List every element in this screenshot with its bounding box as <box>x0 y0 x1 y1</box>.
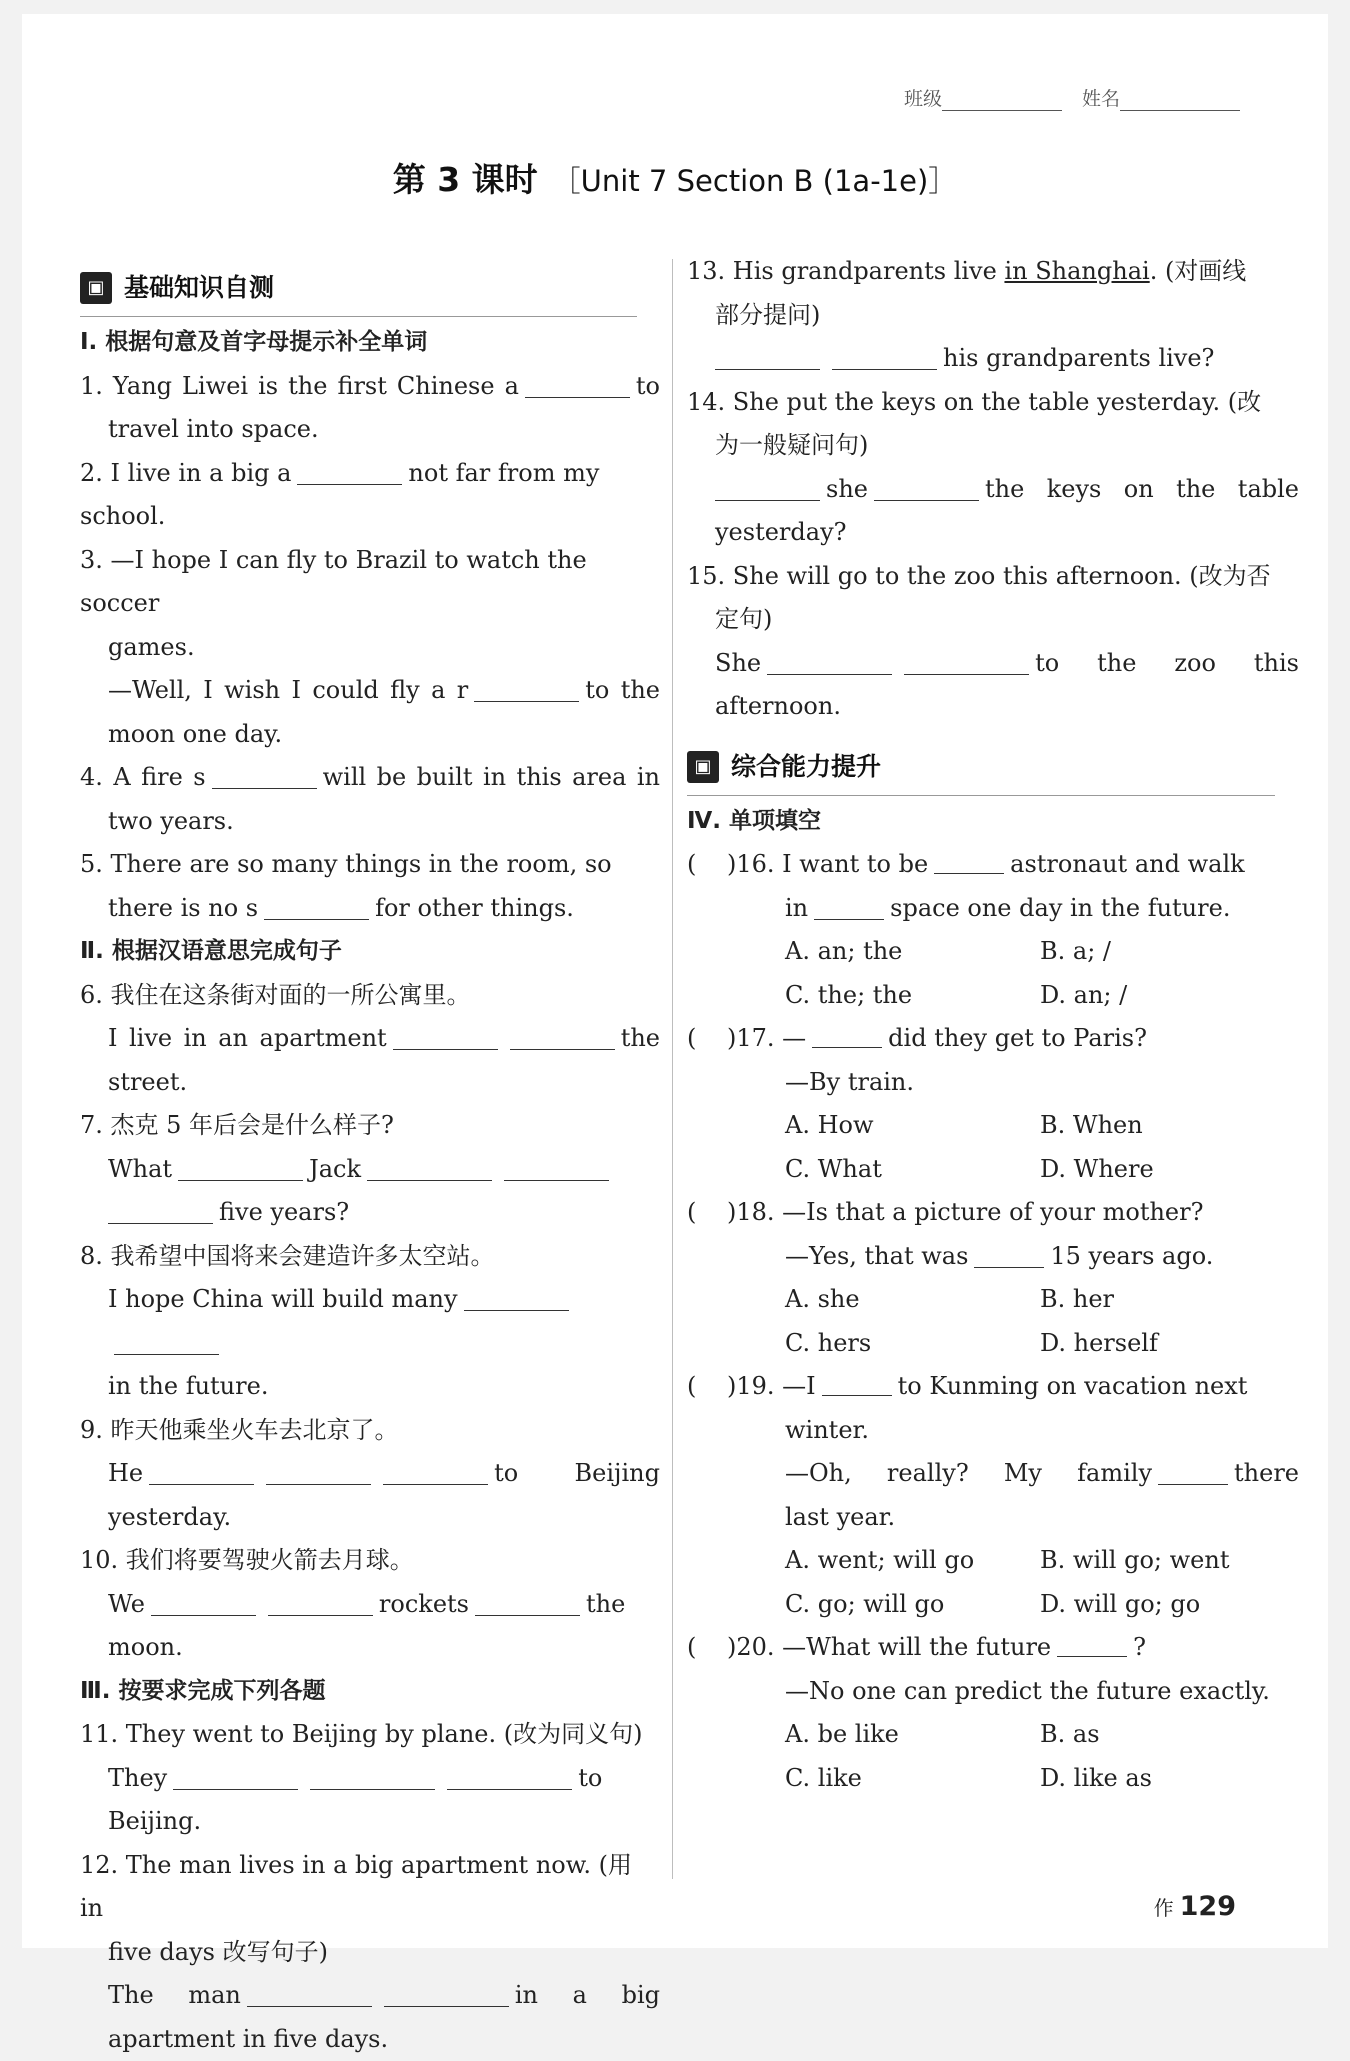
section-icon: ▣ <box>80 272 112 304</box>
option-c[interactable]: C. the; the <box>785 974 1040 1018</box>
part-1-heading: Ⅰ. 根据句意及首字母提示补全单词 <box>80 321 660 365</box>
answer-blank[interactable] <box>832 339 937 370</box>
part-4-heading: Ⅳ. 单项填空 <box>687 800 1299 844</box>
option-c[interactable]: C. What <box>785 1148 1040 1192</box>
answer-blank[interactable] <box>767 644 892 675</box>
answer-blank[interactable] <box>504 1150 609 1181</box>
worksheet-page <box>22 14 1328 1948</box>
question-18: ( )18. —Is that a picture of your mother? —Yes, that was 15 years ago. A. she B. her C. hers D. herself <box>687 1191 1299 1365</box>
answer-blank[interactable] <box>1057 1626 1127 1657</box>
question-8: 8. 我希望中国将来会建造许多太空站。 I hope China will build many in the future. <box>80 1235 660 1409</box>
question-11: 11. They went to Beijing by plane. (改为同义句) They to Beijing. <box>80 1713 660 1844</box>
student-info <box>904 84 1240 111</box>
answer-blank[interactable] <box>974 1237 1044 1268</box>
answer-blank[interactable] <box>393 1019 498 1050</box>
question-1: 1. Yang Liwei is the first Chinese a to travel into space. <box>80 365 660 452</box>
answer-blank[interactable] <box>475 1585 580 1616</box>
option-b[interactable]: B. When <box>1040 1104 1295 1148</box>
unit-title: ［Unit 7 Section B (1a-1e)］ <box>552 164 958 198</box>
answer-blank[interactable] <box>173 1759 298 1790</box>
answer-blank[interactable] <box>114 1324 219 1355</box>
question-14: 14. She put the keys on the table yesterday. (改 为一般疑问句) she the keys on the table yesterday? <box>687 381 1299 555</box>
answer-blank[interactable] <box>383 1454 488 1485</box>
option-d[interactable]: D. will go; go <box>1040 1583 1295 1627</box>
options <box>687 1278 1299 1365</box>
option-b[interactable]: B. her <box>1040 1278 1295 1322</box>
answer-blank[interactable] <box>874 470 979 501</box>
answer-blank[interactable] <box>447 1759 572 1790</box>
part-2-heading: Ⅱ. 根据汉语意思完成句子 <box>80 930 660 974</box>
option-b[interactable]: B. a; / <box>1040 930 1295 974</box>
option-c[interactable]: C. like <box>785 1757 1040 1801</box>
answer-blank[interactable] <box>247 1976 372 2007</box>
question-20: ( )20. —What will the future ? —No one can predict the future exactly. A. be like B. as C. like D. like as <box>687 1626 1299 1800</box>
question-17: ( )17. — did they get to Paris? —By train. A. How B. When C. What D. Where <box>687 1017 1299 1191</box>
answer-blank[interactable] <box>268 1585 373 1616</box>
answer-blank[interactable] <box>715 470 820 501</box>
answer-blank[interactable] <box>151 1585 256 1616</box>
options <box>687 930 1299 1017</box>
question-15: 15. She will go to the zoo this afternoon. (改为否 定句) She to the zoo this afternoon. <box>687 555 1299 729</box>
left-column <box>80 254 660 2061</box>
section-icon: ▣ <box>687 751 719 783</box>
answer-blank[interactable] <box>822 1365 892 1396</box>
option-a[interactable]: A. went; will go <box>785 1539 1040 1583</box>
option-d[interactable]: D. like as <box>1040 1757 1295 1801</box>
options <box>687 1539 1299 1626</box>
option-a[interactable]: A. be like <box>785 1713 1040 1757</box>
lesson-title: 第 3 课时 <box>393 160 538 199</box>
question-4: 4. A fire s will be built in this area in two years. <box>80 756 660 843</box>
question-13: 13. His grandparents live in Shanghai. (对画线 部分提问) his grandparents live? <box>687 250 1299 381</box>
question-2: 2. I live in a big a not far from my school. <box>80 452 660 539</box>
answer-blank[interactable] <box>297 454 402 485</box>
answer-blank[interactable] <box>525 367 630 398</box>
question-12: 12. The man lives in a big apartment now. (用 in five days 改写句子) The man in a big apartment in five days. <box>80 1844 660 2061</box>
answer-blank[interactable] <box>149 1454 254 1485</box>
option-d[interactable]: D. herself <box>1040 1322 1295 1366</box>
underlined-phrase: in Shanghai <box>1004 257 1149 285</box>
answer-blank[interactable] <box>904 644 1029 675</box>
part-3-heading: Ⅲ. 按要求完成下列各题 <box>80 1670 660 1714</box>
answer-blank[interactable] <box>266 1454 371 1485</box>
option-d[interactable]: D. Where <box>1040 1148 1295 1192</box>
question-5: 5. There are so many things in the room, so there is no s for other things. <box>80 843 660 930</box>
answer-blank[interactable] <box>474 671 579 702</box>
answer-blank[interactable] <box>812 1017 882 1048</box>
option-a[interactable]: A. an; the <box>785 930 1040 974</box>
options <box>687 1713 1299 1800</box>
option-a[interactable]: A. How <box>785 1104 1040 1148</box>
option-c[interactable]: C. hers <box>785 1322 1040 1366</box>
question-9: 9. 昨天他乘坐火车去北京了。 He to Beijing yesterday. <box>80 1409 660 1540</box>
option-c[interactable]: C. go; will go <box>785 1583 1040 1627</box>
right-column <box>687 250 1299 1800</box>
option-b[interactable]: B. will go; went <box>1040 1539 1295 1583</box>
question-16: ( )16. I want to be astronaut and walk in space one day in the future. A. an; the B. a; / C. the; the D. an; / <box>687 843 1299 1017</box>
page-number: 作 129 <box>1154 1891 1236 1922</box>
option-b[interactable]: B. as <box>1040 1713 1295 1757</box>
answer-blank[interactable] <box>384 1976 509 2007</box>
option-d[interactable]: D. an; / <box>1040 974 1295 1018</box>
section-advanced: ▣ 综合能力提升 <box>687 739 1275 796</box>
answer-blank[interactable] <box>1158 1454 1228 1485</box>
answer-blank[interactable] <box>178 1150 303 1181</box>
name-field[interactable]: 姓名 <box>1082 84 1240 111</box>
answer-blank[interactable] <box>934 843 1004 874</box>
answer-blank[interactable] <box>310 1759 435 1790</box>
answer-blank[interactable] <box>212 758 317 789</box>
question-6: 6. 我住在这条街对面的一所公寓里。 I live in an apartment the street. <box>80 974 660 1105</box>
answer-blank[interactable] <box>264 889 369 920</box>
answer-blank[interactable] <box>715 339 820 370</box>
options <box>687 1104 1299 1191</box>
question-19: ( )19. —I to Kunming on vacation next winter. —Oh, really? My family there last year. A. went; will go B. will go; went C. go; will go D. will go; go <box>687 1365 1299 1626</box>
question-3: 3. —I hope I can fly to Brazil to watch the soccer games. —Well, I wish I could fly a r to the moon one day. <box>80 539 660 757</box>
column-divider <box>672 259 673 1879</box>
question-10: 10. 我们将要驾驶火箭去月球。 We rockets the moon. <box>80 1539 660 1670</box>
answer-blank[interactable] <box>510 1019 615 1050</box>
option-a[interactable]: A. she <box>785 1278 1040 1322</box>
answer-blank[interactable] <box>464 1280 569 1311</box>
class-field[interactable]: 班级 <box>904 84 1062 111</box>
answer-blank[interactable] <box>367 1150 492 1181</box>
answer-blank[interactable] <box>108 1193 213 1224</box>
page-title <box>22 154 1328 201</box>
section-basic: ▣ 基础知识自测 <box>80 260 637 317</box>
answer-blank[interactable] <box>814 889 884 920</box>
question-7: 7. 杰克 5 年后会是什么样子? What Jack five years? <box>80 1104 660 1235</box>
